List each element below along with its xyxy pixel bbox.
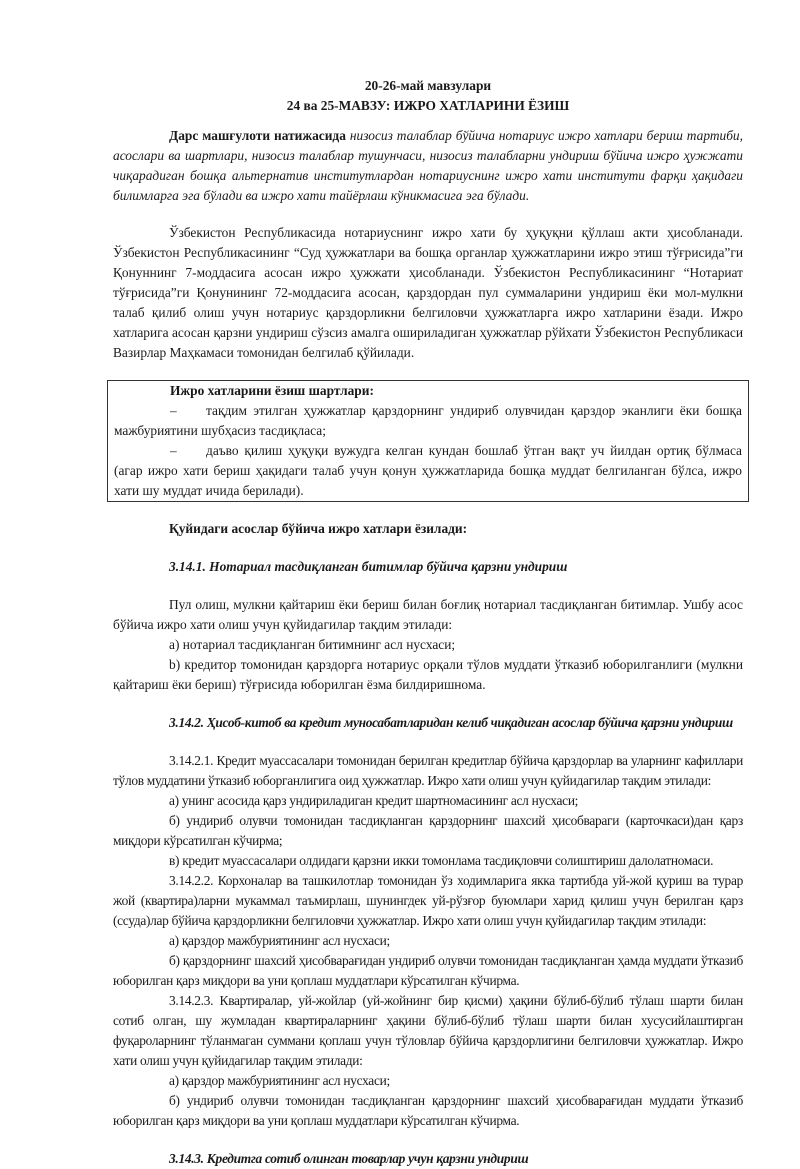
- document-page: [113, 76, 743, 1169]
- section-3-14-1-paragraph: Пул олиш, мулкни қайтариш ёки бериш билан боғлиқ нотариал тасдиқланган битимлар. Ушбу асос бўйича ижро хати олиш учун қуйидагилар тақдим этилади:: [113, 597, 743, 632]
- dash-marker: –: [170, 403, 177, 418]
- section-3-14-2-3-item-a: а) қарздор мажбуриятининг асл нусхаси;: [169, 1073, 390, 1088]
- learning-outcome-text: низосиз талаблар бўйича нотариус ижро хатлари бериш тартиби, асослари ва шартлари, низосиз талаблар тушунчаси, низосиз талабларни ундириш бўйича ижро ҳужжати чиқарадиган бошқа альтернатив институтлардан нотариуснинг ижро хати институти фарқи ҳақидаги билимларга эга бўлади ва ижро хати тайёрлаш кўникмасига эга бўлади.: [113, 128, 743, 203]
- conditions-box: [107, 380, 749, 502]
- section-3-14-2-heading: 3.14.2. Ҳисоб-китоб ва кредит муносабатларидан келиб чиқадиган асослар бўйича қарзни ундириш: [169, 715, 733, 730]
- condition-item-2: [114, 441, 742, 501]
- section-3-14-2-1-paragraph: 3.14.2.1. Кредит муассасалари томонидан берилган кредитлар бўйича қарздорлар ва уларнинг кафиллари тўлов муддатини ўтказиб юборганлигига оид ҳужжатлар. Ижро хати олиш учун қуйидагилар тақдим этилади:: [113, 753, 743, 788]
- section-3-14-2-body: [113, 751, 743, 1131]
- section-3-14-2-1-item-b: б) ундириб олувчи томонидан тасдиқланган қарздорнинг шахсий ҳисобвараги (карточкаси)дан қарз миқдори кўрсатилган кўчирма;: [113, 813, 743, 848]
- section-3-14-2-2-item-b: б) қарздорнинг шахсий ҳисобварағидан ундириб олувчи томонидан тасдиқланган ҳамда муддати ўтказиб юборилган қарз миқдори ва уни қоплаш муддатлари кўрсатилган кўчирма.: [113, 953, 743, 988]
- section-3-14-2-1-item-c: в) кредит муассасалари олдидаги қарзни икки томонлама тасдиқловчи солиштириш далолатномаси.: [169, 853, 714, 868]
- intro-paragraph: Ўзбекистон Республикасида нотариуснинг ижро хати бу ҳуқуқни қўллаш акти ҳисобланади. Ўзбекистон Республикасининг “Суд ҳужжатлари ва бошқа органлар ҳужжатларини ижро этиш тўғрисида”ги Қонуннинг 7-моддасига асосан ижро ҳужжати ҳисобланади. Ўзбекистон Республикасининг “Нотариат тўғрисида”ги Қонунининг 72-моддасига асосан, қарздордан пул суммаларини ундириш ёки мол-мулкни талаб қилиб олиш учун нотариус қарздорликни белгиловчи ҳужжатларга ижро хатларини ёзади. Ижро хатларига асосан қарзни ундириш сўзсиз амалга ошириладиган ҳужжатлар рўйхати Ўзбекистон Республикаси Вазирлар Маҳкамаси томонидан белгилаб қўйилади.: [113, 225, 743, 360]
- condition-item-2-text: даъво қилиш ҳуқуқи вужудга келган кундан бошлаб ўтган вақт уч йилдан ортиқ бўлмаса (агар ижро хати бериш ҳақидаги талаб учун қонун ҳужжатларида бошқа муддат белгиланган бўлса, ижро хати шу муддат ичида берилади).: [114, 443, 742, 498]
- section-3-14-2-1-item-a: а) унинг асосида қарз ундириладиган кредит шартномасининг асл нусхаси;: [169, 793, 579, 808]
- section-3-14-1-item-a: а) нотариал тасдиқланган битимнинг асл нусхаси;: [169, 637, 456, 652]
- conditions-title: Ижро хатларини ёзиш шартлари:: [170, 383, 374, 398]
- section-3-14-1-item-b: b) кредитор томонидан қарздорга нотариус орқали тўлов муддати ўтказиб юборилганлиги (мулкни қайтариш ёки бериш) тўғрисида юборилган ёзма билдиришнома.: [113, 657, 743, 692]
- grounds-title: Қуйидаги асослар бўйича ижро хатлари ёзилади:: [169, 521, 468, 536]
- section-3-14-2-3-paragraph: 3.14.2.3. Квартиралар, уй-жойлар (уй-жойнинг бир қисми) ҳақини бўлиб-бўлиб тўлаш шарти билан сотиб олган, шу жумладан квартираларнинг ҳақини бўлиб-бўлиб тўлаш шарти билан хусусийлаштирган фуқароларнинг тўланмаган суммани қоплаш учун тўловлар бўйича қарздорлигини белгиловчи ҳужжатлар. Ижро хати олиш учун қуйидагилар тақдим этилади:: [113, 993, 743, 1068]
- condition-item-1: [114, 401, 742, 441]
- topic-heading: 24 ва 25-МАВЗУ: ИЖРО ХАТЛАРИНИ ЁЗИШ: [286, 98, 570, 113]
- learning-outcome-paragraph: [113, 126, 743, 206]
- section-3-14-2-2-item-a: а) қарздор мажбуриятининг асл нусхаси;: [169, 933, 390, 948]
- section-3-14-2-3-item-b: б) ундириб олувчи томонидан тасдиқланган қарздорнинг шахсий ҳисобварағидан муддати ўтказиб юборилган қарз миқдори ва уни қоплаш муддатлари кўрсатилган кўчирма.: [113, 1093, 743, 1128]
- dash-marker: –: [170, 443, 177, 458]
- date-heading: 20-26-май мавзулари: [364, 78, 492, 93]
- section-3-14-2-2-paragraph: 3.14.2.2. Корхоналар ва ташкилотлар томонидан ўз ходимларига якка тартибда уй-жой қуриш ва турар жой (квартира)ларни мукаммал таъмирлаш, шунингдек уй-рўзғор буюмлари харид қилиш учун берилган қарз (ссуда)лар бўйича қарздорликни белгиловчи ҳужжатлар. Ижро хати олиш учун қуйидагилар тақдим этилади:: [113, 873, 743, 928]
- learning-outcome-lead: Дарс машғулоти натижасида: [169, 128, 346, 143]
- section-3-14-1-heading: 3.14.1. Нотариал тасдиқланган битимлар бўйича қарзни ундириш: [169, 559, 568, 574]
- condition-item-1-text: тақдим этилган ҳужжатлар қарздорнинг ундириб олувчидан қарздор эканлиги ёки бошқа мажбуриятини шубҳасиз тасдиқласа;: [114, 403, 742, 438]
- section-3-14-3-heading: 3.14.3. Кредитга сотиб олинган товарлар учун қарзни ундириш: [169, 1151, 529, 1166]
